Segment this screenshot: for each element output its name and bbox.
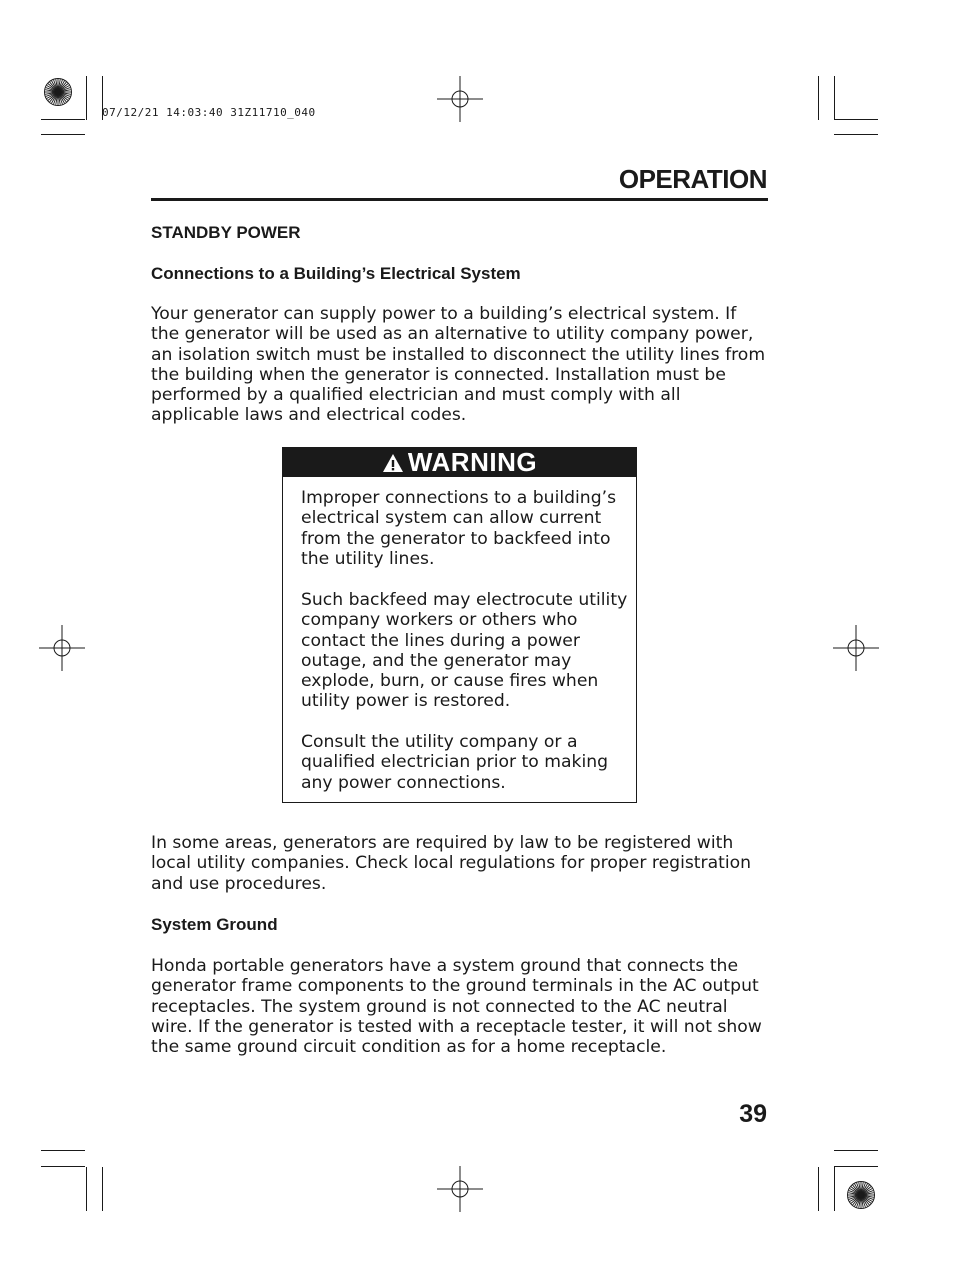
page-number: 39 <box>739 1100 767 1128</box>
heading-connections: Connections to a Building’s Electrical System <box>151 264 521 283</box>
crop-mark <box>834 1167 835 1211</box>
heading-standby-power: STANDBY POWER <box>151 223 301 242</box>
registration-mark-icon <box>437 1166 483 1212</box>
color-target-icon <box>43 77 73 107</box>
warning-header <box>283 448 636 477</box>
crop-mark <box>86 76 87 120</box>
registration-mark-icon <box>39 625 85 671</box>
heading-system-ground: System Ground <box>151 915 278 934</box>
crop-mark <box>41 119 85 120</box>
crop-mark <box>834 1166 878 1167</box>
crop-mark <box>102 1167 103 1211</box>
paragraph-ground: Honda portable generators have a system ground that connects the generator frame components to the ground terminals in the AC output receptacles. The system ground is not connected to the AC neutral wire. If the generator is tested with a receptacle tester, it will not show the same ground circuit condition as for a home receptacle. <box>151 956 762 1058</box>
warning-box <box>282 447 637 803</box>
warning-paragraph: Improper connections to a building’s electrical system can allow current from the generator to backfeed into the utility lines. <box>301 488 617 569</box>
warning-label: WARNING <box>407 447 538 477</box>
paragraph-intro: Your generator can supply power to a building’s electrical system. If the generator will be used as an alternative to utility company power, an isolation switch must be installed to disconnect the utility lines from the building when the generator is connected. Installation must be performed by a qualified electrician and must comply with all applicable laws and electrical codes. <box>151 304 766 426</box>
warning-triangle-icon <box>382 453 404 473</box>
crop-mark <box>834 134 878 135</box>
print-stamp: 07/12/21 14:03:40 31Z11710_040 <box>102 106 316 119</box>
paragraph-registration: In some areas, generators are required by law to be registered with local utility companies. Check local regulations for proper registration and use procedures. <box>151 833 752 894</box>
crop-mark <box>834 119 878 120</box>
crop-mark <box>818 76 819 120</box>
warning-paragraph: Consult the utility company or a qualified electrician prior to making any power connections. <box>301 732 609 793</box>
crop-mark <box>86 1167 87 1211</box>
title-rule <box>151 198 768 201</box>
crop-mark <box>41 134 85 135</box>
warning-paragraph: Such backfeed may electrocute utility company workers or others who contact the lines during a power outage, and the generator may explode, burn, or cause fires when utility power is restored. <box>301 590 628 712</box>
section-title: OPERATION <box>618 164 767 194</box>
crop-mark <box>834 1150 878 1151</box>
registration-mark-icon <box>437 76 483 122</box>
registration-mark-icon <box>833 625 879 671</box>
crop-mark <box>818 1167 819 1211</box>
crop-mark <box>834 76 835 120</box>
color-target-icon <box>846 1180 876 1210</box>
crop-mark <box>41 1150 85 1151</box>
crop-mark <box>41 1166 85 1167</box>
